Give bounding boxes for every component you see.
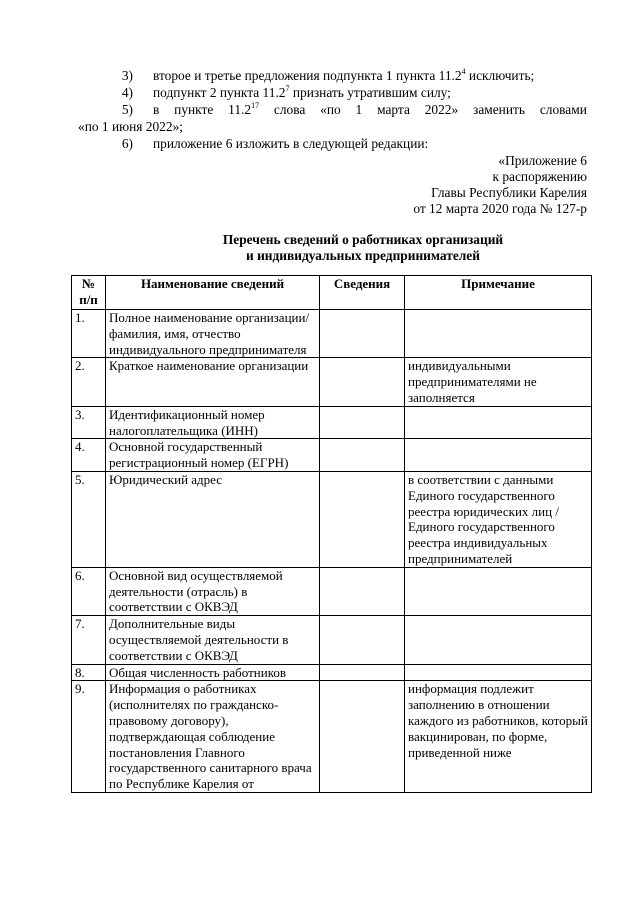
table-row [72, 567, 592, 615]
row-note: индивидуальными предпринимателями не заполняется [405, 358, 592, 406]
row-value [320, 567, 405, 615]
row-number: 4. [72, 439, 106, 472]
table-row [72, 406, 592, 439]
table-row [72, 681, 592, 793]
table-row [72, 439, 592, 472]
table-header-row [72, 276, 592, 310]
appendix-header-line: от 12 марта 2020 года № 127-р [413, 201, 587, 216]
row-name: Идентификационный номер налогоплательщика (ИНН) [106, 406, 320, 439]
row-value [320, 616, 405, 664]
row-note [405, 616, 592, 664]
row-value [320, 310, 405, 358]
row-name: Дополнительные виды осуществляемой деятельности в соответствии с ОКВЭД [106, 616, 320, 664]
row-note [405, 310, 592, 358]
row-note: информация подлежит заполнению в отношении каждого из работников, который вакцинирован, по форме, приведенной ниже [405, 681, 592, 793]
item-text: второе и третье предложения подпункта 1 пункта 11.2$^4$ исключить; [153, 67, 535, 83]
table-row [72, 616, 592, 664]
row-number: 8. [72, 664, 106, 681]
row-note [405, 664, 592, 681]
header-note: Примечание [405, 276, 592, 310]
header-number: № п/п [72, 276, 106, 310]
list-title-line-1: Перечень сведений о работниках организаций [222, 232, 504, 247]
row-note: в соответствии с данными Единого государственного реестра юридических лиц /Единого государственного реестра индивидуальных предпринимателей [405, 471, 592, 567]
table-row [72, 358, 592, 406]
row-name: Информация о работниках (исполнителях по гражданско-правовому договору), подтверждающая соблюдение постановления Главного государственного санитарного врача по Республике Карелия от [106, 681, 320, 793]
item-number: 6) [121, 136, 133, 151]
appendix-header-line: Главы Республики Карелия [431, 185, 587, 200]
row-value [320, 406, 405, 439]
row-note [405, 439, 592, 472]
info-table [71, 275, 592, 793]
table-row [72, 310, 592, 358]
list-title-line-2: и индивидуальных предпринимателей [246, 248, 480, 263]
row-number: 7. [72, 616, 106, 664]
row-value [320, 358, 405, 406]
row-note [405, 567, 592, 615]
row-name: Краткое наименование организации [106, 358, 320, 406]
row-number: 9. [72, 681, 106, 793]
item-number: 3) [121, 68, 133, 83]
row-name: Общая численность работников [106, 664, 320, 681]
appendix-header-line: к распоряжению [492, 169, 587, 184]
appendix-header-line: «Приложение 6 [498, 153, 587, 168]
row-number: 2. [72, 358, 106, 406]
table-row [72, 471, 592, 567]
appendix-header [413, 153, 587, 217]
item-number: 5) [121, 102, 133, 117]
header-name: Наименование сведений [106, 276, 320, 310]
row-value [320, 664, 405, 681]
row-name: Юридический адрес [106, 471, 320, 567]
row-name: Основной вид осуществляемой деятельности (отрасль) в соответствии с ОКВЭД [106, 567, 320, 615]
row-number: 6. [72, 567, 106, 615]
row-number: 1. [72, 310, 106, 358]
row-number: 3. [72, 406, 106, 439]
item-text: приложение 6 изложить в следующей редакции: [153, 136, 429, 151]
row-name: Полное наименование организации/фамилия, имя, отчество индивидуального предпринимателя [106, 310, 320, 358]
table-row [72, 664, 592, 681]
row-value [320, 439, 405, 472]
item-continuation: «по 1 июня 2022»; [78, 119, 183, 134]
item-text: подпункт 2 пункта 11.2$^7$ признать утратившим силу; [153, 84, 451, 100]
row-note [405, 406, 592, 439]
row-name: Основной государственный регистрационный номер (ЕГРН) [106, 439, 320, 472]
row-value [320, 681, 405, 793]
item-text: в пункте 11.2$^{17}$ слова «по 1 марта 2022» заменить словами [153, 101, 587, 117]
header-value: Сведения [320, 276, 405, 310]
row-value [320, 471, 405, 567]
row-number: 5. [72, 471, 106, 567]
item-number: 4) [121, 85, 133, 100]
